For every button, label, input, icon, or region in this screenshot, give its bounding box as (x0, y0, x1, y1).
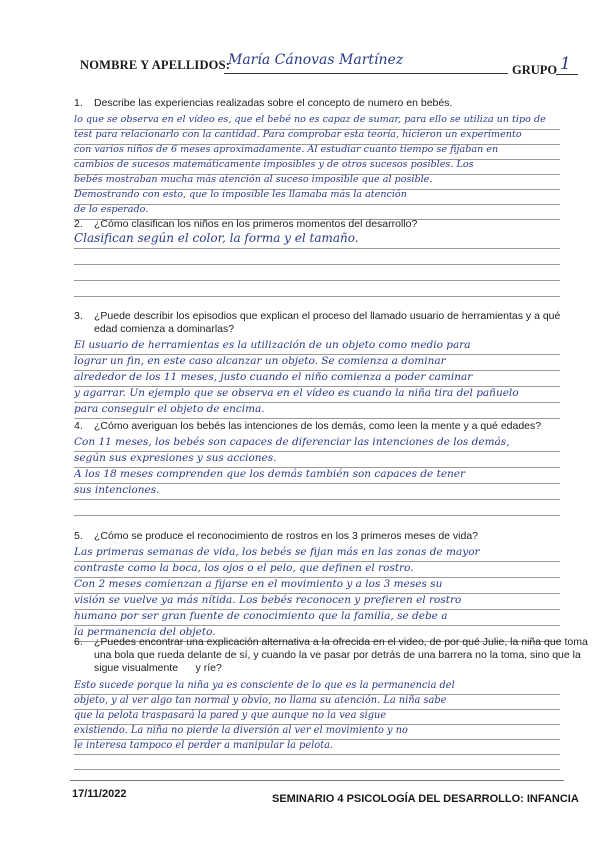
footer-divider (70, 780, 564, 781)
ruled-line (74, 280, 560, 281)
answer-line: objeto, y al ver algo tan normal y obvio, no llama su atención. La niña sabe (74, 695, 447, 706)
answer-line: existiendo. La niña no pierde la diversión al ver el movimiento y no (74, 725, 408, 736)
answer-5 (74, 544, 584, 640)
answer-line: con varios niños de 6 meses aproximadamente. Al estudiar cuanto tiempo se fijaban en (74, 144, 499, 155)
group-label: GRUPO (512, 63, 558, 77)
answer-line: contraste como la boca, los ojos o el pelo, que definen el rostro. (74, 562, 414, 574)
answer-line: le interesa tampoco el perder a manipular la pelota. (74, 740, 334, 751)
question-text: Describe las experiencias realizadas sobre el concepto de numero en bebés. (94, 97, 453, 109)
question-5 (74, 530, 478, 543)
answer-3 (74, 337, 584, 417)
answer-6 (74, 678, 584, 753)
question-3 (74, 310, 560, 336)
question-text: ¿Puede describir los episodios que explican el proceso del llamado usuario de herramientas y a qué (94, 310, 561, 322)
question-number: 4. (74, 420, 83, 432)
answer-2 (74, 230, 584, 246)
answer-line: visión se vuelve ya más nítida. Los bebés reconocen y prefieren el rostro (74, 594, 462, 606)
answer-line: lograr un fin, en este caso alcanzar un objeto. Se comienza a dominar (74, 355, 446, 367)
ruled-line (74, 296, 560, 297)
answer-line: Demostrando con esto, que lo imposible les llamaba más la atención (74, 189, 407, 200)
answer-line: sus intenciones. (74, 484, 160, 496)
answer-line: bebés mostraban mucha más atención al suceso imposible que al posible. (74, 174, 433, 185)
ruled-line (74, 264, 560, 265)
question-number: 6. (74, 636, 83, 648)
answer-line: A los 18 meses comprenden que los demás también son capaces de tener (74, 468, 466, 480)
student-name: María Cánovas Martínez (228, 52, 404, 68)
ruled-line (74, 499, 560, 500)
question-1 (74, 97, 452, 110)
question-text-cont: sigue visualmente y ríe? (94, 662, 222, 674)
question-text: ¿Cómo se produce el reconocimiento de rostros en los 3 primeros meses de vida? (94, 530, 479, 542)
answer-line: humano por ser gran fuente de conocimiento que la familia, se debe a (74, 610, 448, 622)
answer-line: Las primeras semanas de vida, los bebés se fijan más en las zonas de mayor (74, 546, 480, 558)
answer-line: Clasifican según el color, la forma y el tamaño. (74, 231, 359, 245)
answer-line: Con 2 meses comienzan a fijarse en el movimiento y a los 3 meses su (74, 578, 443, 590)
answer-4 (74, 434, 584, 498)
answer-line: cambios de sucesos matemáticamente imposibles y de otros sucesos posibles. Los (74, 159, 474, 170)
footer-date: 17/11/2022 (72, 788, 127, 800)
question-6 (74, 636, 588, 675)
question-text: ¿Puedes encontrar una explicación alternativa a la ofrecida en el video, de por qué Julie, la niña que toma (94, 636, 588, 648)
answer-line: de lo esperado. (74, 204, 149, 215)
question-text-cont: edad comienza a dominarlas? (94, 323, 235, 335)
ruled-line (74, 754, 560, 755)
question-4 (74, 420, 541, 433)
question-text: ¿Cómo clasifican los niños en los primeros momentos del desarrollo? (94, 218, 418, 230)
answer-line: Esto sucede porque la niña ya es consciente de lo que es la permanencia del (74, 680, 455, 691)
answer-line: la permanencia del objeto. (74, 626, 216, 638)
answer-line: El usuario de herramientas es la utilización de un objeto como medio para (74, 339, 471, 351)
ruled-line (74, 248, 560, 249)
question-number: 3. (74, 310, 83, 322)
question-number: 5. (74, 530, 83, 542)
answer-line: para conseguir el objeto de encima. (74, 403, 265, 415)
answer-1 (74, 112, 584, 217)
name-underline (224, 73, 508, 74)
answer-line: Con 11 meses, los bebés son capaces de diferenciar las intenciones de los demás, (74, 436, 510, 448)
group-underline (556, 74, 578, 75)
question-number: 2. (74, 218, 83, 230)
footer-seminar-title: SEMINARIO 4 PSICOLOGÍA DEL DESARROLLO: INFANCIA (272, 793, 579, 805)
ruled-line (74, 515, 560, 516)
answer-line: test para relacionarlo con la cantidad. Para comprobar esta teoría, hicieron un experimento (74, 129, 522, 140)
group-number: 1 (560, 54, 571, 74)
question-text: ¿Cómo averiguan los bebés las intenciones de los demás, como leen la mente y a qué edades? (94, 420, 542, 432)
question-number: 1. (74, 97, 83, 109)
answer-line: lo que se observa en el vídeo es, que el bebé no es capaz de sumar, para ello se utiliza un tipo de (74, 114, 546, 125)
name-label: NOMBRE Y APELLIDOS: (80, 58, 231, 72)
answer-line: según sus expresiones y sus acciones. (74, 452, 277, 464)
answer-line: y agarrar. Un ejemplo que se observa en el vídeo es cuando la niña tira del pañuelo (74, 387, 519, 399)
question-text-cont: una bola que rueda delante de sí, y cuando la ve pasar por detrás de una barrera no la toma, sino que la (94, 649, 581, 661)
answer-line: alrededor de los 11 meses, justo cuando el niño comienza a poder caminar (74, 371, 473, 383)
answer-line: que la pelota traspasará la pared y que aunque no la vea sigue (74, 710, 387, 721)
ruled-line (74, 418, 560, 419)
ruled-line (74, 769, 560, 770)
